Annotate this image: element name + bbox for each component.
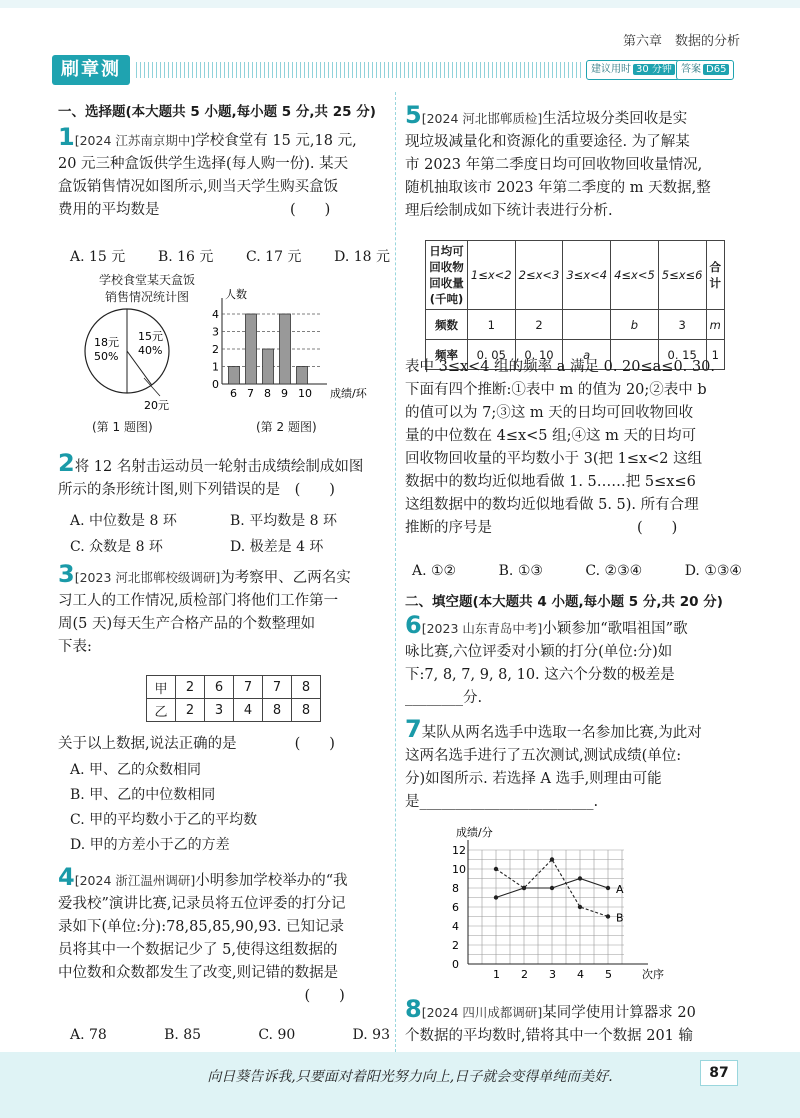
option-c[interactable]: C. 17 元	[246, 249, 302, 265]
section-heading-choice: 一、选择题(本大题共 5 小题,每小题 5 分,共 25 分)	[58, 104, 376, 120]
x-axis-label: 次序	[642, 968, 664, 981]
question-number: 3	[58, 560, 75, 588]
page-number: 87	[700, 1060, 738, 1086]
option-d[interactable]: D. 极差是 4 环	[230, 539, 324, 555]
x-tick-label: 5	[605, 968, 612, 981]
y-tick-label: 6	[452, 901, 459, 914]
x-tick-label: 6	[230, 387, 237, 400]
option-d[interactable]: D. 甲的方差小于乙的方差	[70, 837, 230, 853]
y-tick-label: 4	[452, 920, 459, 933]
question-3-stem: 关于以上数据,说法正确的是 ( )	[58, 736, 335, 752]
x-tick-label: 3	[549, 968, 556, 981]
option-a[interactable]: A. 甲、乙的众数相同	[70, 762, 202, 778]
pie-label: 15元	[138, 330, 163, 343]
option-b[interactable]: B. 平均数是 8 环	[230, 513, 337, 529]
question-number: 2	[58, 449, 75, 477]
option-b[interactable]: B. ①③	[498, 563, 543, 579]
question-7: 7某队从两名选手中选取一名参加比赛,为此对 这两名选手进行了五次测试,测试成绩(单位: 分)如图所示. 若选择 A 选手,则理由可能 是________________________.	[405, 715, 702, 810]
data-point-A	[578, 876, 582, 880]
pie-label: 50%	[94, 350, 119, 363]
y-tick-label: 1	[212, 360, 219, 374]
data-point-B	[578, 905, 582, 909]
y-tick-label: 8	[452, 882, 459, 895]
bar-7	[246, 314, 257, 384]
table-row: 频率 0. 05 0. 10 a 0. 15 1	[426, 340, 725, 370]
figure-2-caption: (第 2 题图)	[256, 420, 317, 434]
option-c[interactable]: C. 众数是 8 环	[70, 539, 163, 555]
figure-1-caption: (第 1 题图)	[92, 420, 153, 434]
question-4: 4[2024 浙江温州调研]小明参加学校举办的“我 爱我校”演讲比赛,记录员将五位评委的打分记 录如下(单位:分):78,85,85,90,93. 已知记录 员将其中一个数据记少了 5,使得这组数据的 中位数和众数都发生了改变,则记错的数据是 ( )	[58, 863, 348, 1004]
answer-blank[interactable]: ________分.	[405, 690, 483, 706]
question-source: [2024 四川成都调研]	[421, 1005, 543, 1020]
pie-chart-title: 学校食堂某天盒饭 销售情况统计图	[98, 273, 195, 304]
question-number: 1	[58, 123, 75, 151]
bar-chart	[200, 286, 395, 414]
question-6: 6[2023 山东青岛中考]小颖参加“歌唱祖国”歌 咏比赛,六位评委对小颖的打分(单位:分)如 下:7, 8, 7, 9, 8, 10. 这六个分数的极差是 ________分.	[405, 611, 688, 706]
question-1: 1[2024 江苏南京期中]学校食堂有 15 元,18 元, 20 元三种盒饭供学生选择(每人购一份). 某天 盒饭销售情况如图所示,则当天学生购买盒饭 费用的平均数是 ( )	[58, 123, 357, 218]
x-tick-label: 7	[247, 387, 254, 400]
data-point-A	[550, 886, 554, 890]
bar-6	[229, 367, 240, 385]
question-8: 8[2024 四川成都调研]某同学使用计算器求 20 个数据的平均数时,错将其中一个数据 201 输	[405, 995, 696, 1044]
options-q5	[412, 563, 742, 579]
option-d[interactable]: D. 93	[352, 1027, 390, 1043]
option-c[interactable]: C. 甲的平均数小于乙的平均数	[70, 812, 258, 828]
y-tick-label: 12	[452, 844, 466, 857]
bar-10	[297, 367, 308, 385]
option-a[interactable]: A. 78	[70, 1027, 107, 1043]
chapter-title: 第六章 数据的分析	[622, 34, 740, 49]
series-label-B: B	[616, 911, 624, 925]
y-axis-label: 成绩/分	[456, 826, 493, 839]
y-tick-label: 10	[452, 863, 466, 876]
question-source: [2023 河北邯郸校级调研]	[74, 570, 221, 585]
y-tick-label: 0	[212, 378, 219, 391]
question-number: 5	[405, 101, 422, 129]
x-tick-label: 9	[281, 387, 288, 400]
pie-label: 20元	[144, 399, 169, 412]
option-c[interactable]: C. 90	[258, 1027, 296, 1043]
data-point-B	[606, 914, 610, 918]
column-divider	[395, 92, 396, 1057]
x-tick-label: 8	[264, 387, 271, 400]
question-source: [2024 江苏南京期中]	[74, 133, 196, 148]
question-number: 4	[58, 863, 75, 891]
option-b[interactable]: B. 甲、乙的中位数相同	[70, 787, 216, 803]
x-tick-label: 10	[298, 387, 312, 400]
y-tick-label: 2	[452, 939, 459, 952]
x-axis-label: 成绩/环	[330, 387, 367, 400]
question-5-statements: 表中 3≤x<4 组的频率 a 满足 0. 20≤a≤0. 30. 下面有四个推断:①表中 m 的值为 20;②表中 b 的值可以为 7;③这 m 天的日均可回收物回收 量的中位数在 4≤x<5 组;④这 m 天的日均可 回收物回收量的平均数小于 3(把 1≤x<2 这组 数据中的数均近似地看做 1. 5……把 5≤x≤6 这组数据中的数均近似地看做 5. 5). 所有合理 推断的序号是 ( )	[405, 359, 715, 536]
y-axis-label: 人数	[225, 288, 247, 301]
option-d[interactable]: D. ①③④	[684, 563, 742, 579]
options-q1	[70, 246, 390, 266]
question-source: [2023 山东青岛中考]	[421, 621, 543, 636]
y-tick-label: 2	[212, 343, 219, 356]
x-tick-label: 4	[577, 968, 584, 981]
question-number: 7	[405, 715, 422, 743]
option-a[interactable]: A. ①②	[412, 563, 457, 579]
y-tick-label: 4	[212, 308, 219, 321]
top-strip	[0, 0, 800, 8]
data-point-A	[494, 895, 498, 899]
pie-label: 40%	[138, 344, 163, 357]
question-source: [2024 浙江温州调研]	[74, 873, 196, 888]
table-row: 乙 2 3 4 8 8	[147, 699, 321, 722]
data-table-q3	[146, 675, 321, 722]
answer-badge: 答案 D65	[676, 60, 734, 80]
data-point-B	[550, 857, 554, 861]
section-logo: 刷章测	[52, 55, 130, 85]
question-2: 2将 12 名射击运动员一轮射击成绩绘制成如图 所示的条形统计图,则下列错误的是 ( )	[58, 449, 364, 498]
question-number: 6	[405, 611, 422, 639]
question-5: 5[2024 河北邯郸质检]生活垃圾分类回收是实 现垃圾减量化和资源化的重要途径. 为了解某 市 2023 年第二季度日均可回收物回收量情况, 随机抽取该市 2023 年第二季度的 m 天数据,整 理后绘制成如下统计表进行分析.	[405, 101, 711, 219]
suggested-time-badge: 建议用时 30 分钟	[586, 60, 680, 80]
bar-9	[280, 314, 291, 384]
option-d[interactable]: D. 18 元	[334, 249, 390, 265]
header-decoration	[136, 62, 581, 78]
data-point-B	[494, 867, 498, 871]
line-chart	[430, 826, 680, 986]
table-row: 频数 1 2 b 3 m	[426, 310, 725, 340]
table-row: 日均可回收物回收量(千吨) 1≤x<2 2≤x<3 3≤x<4 4≤x<5 5≤x≤6 合计	[426, 241, 725, 310]
option-b[interactable]: B. 85	[164, 1027, 202, 1043]
options-q2	[70, 508, 390, 560]
data-point-B	[522, 886, 526, 890]
pie-label: 18元	[94, 336, 119, 349]
series-label-A: A	[616, 883, 624, 896]
footer-motto: 向日葵告诉我,只要面对着阳光努力向上,日子就会变得单纯而美好.	[207, 1069, 613, 1085]
y-tick-label: 3	[212, 325, 219, 339]
x-tick-label: 1	[493, 968, 500, 981]
question-3: 3[2023 河北邯郸校级调研]为考察甲、乙两名实 习工人的工作情况,质检部门将他们工作第一 周(5 天)每天生产合格产品的个数整理如 下表:	[58, 560, 351, 655]
options-q3	[70, 758, 390, 858]
option-c[interactable]: C. ②③④	[585, 563, 643, 579]
data-table-q5	[425, 240, 725, 370]
x-tick-label: 2	[521, 968, 528, 981]
option-a[interactable]: A. 15 元	[70, 249, 126, 265]
option-b[interactable]: B. 16 元	[157, 249, 214, 265]
data-point-A	[606, 886, 610, 890]
section-heading-fill: 二、填空题(本大题共 4 小题,每小题 5 分,共 20 分)	[405, 594, 723, 610]
question-number: 8	[405, 995, 422, 1023]
y-tick-label: 0	[452, 958, 459, 971]
table-row: 甲 2 6 7 7 8	[147, 676, 321, 699]
option-a[interactable]: A. 中位数是 8 环	[70, 513, 177, 529]
bar-8	[263, 349, 274, 384]
answer-blank[interactable]: 是________________________.	[405, 794, 599, 810]
options-q4	[70, 1027, 390, 1043]
question-source: [2024 河北邯郸质检]	[421, 111, 543, 126]
